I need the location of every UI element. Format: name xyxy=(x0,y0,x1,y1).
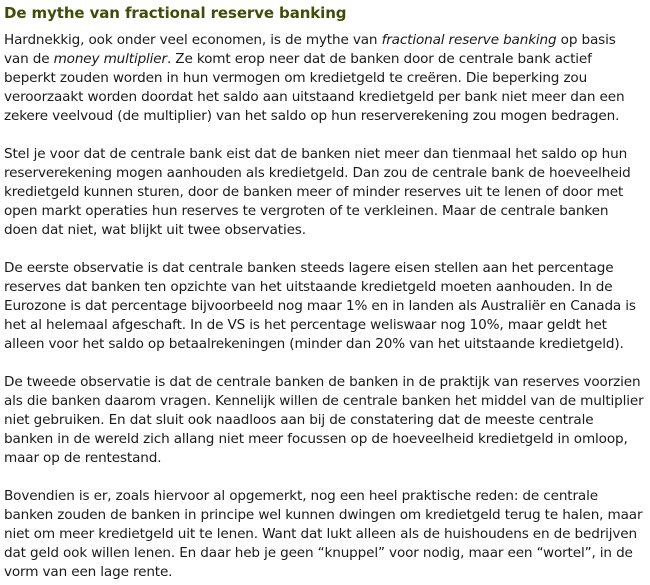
article-title: De mythe van fractional reserve banking xyxy=(4,4,347,22)
paragraph-3: De eerste observatie is dat centrale banken steeds lagere eisen stellen aan het percentage reserves dat banken ten opzichte van het uitstaande kredietgeld moeten aanhouden. In de Eurozone is dat percentage bijvoorbeeld nog maar 1% en in landen als Australiër en Canada is het al helemaal afgeschaft. In de VS is het percentage weliswaar nog 10%, maar geldt het alleen voor het saldo op betaalrekeningen (minder dan 20% van het uitstaande kredietgeld). xyxy=(4,260,636,352)
paragraph-2: Stel je voor dat de centrale bank eist dat de banken niet meer dan tienmaal het saldo op hun reserverekening mogen aanhouden als kredietgeld. Dan zou de centrale bank de hoeveelheid kredietgeld kunnen sturen, door de banken meer of minder reserves uit te lenen of door met open markt operaties hun reserves te vergroten of te verkleinen. Maar de centrale banken doen dat niet, wat blijkt uit twee observaties. xyxy=(4,146,631,238)
paragraph-1-text-e: . Ze komt erop neer dat de banken door de centrale bank actief beperkt zouden worden in hun vermogen om kredietgeld te creëren. Die beperking zou veroorzaakt worden doordat het saldo aan uitstaand kredietgeld per bank niet meer dan een zekere veelvoud (de multiplier) van het saldo op hun reserverekening zou mogen bedragen. xyxy=(4,51,625,124)
paragraph-5: Bovendien is er, zoals hiervoor al opgemerkt, nog een heel praktische reden: de centrale banken zouden de banken in principe wel kunnen dwingen om kredietgeld terug te halen, maar niet om meer kredietgeld uit te lenen. Want dat lukt alleen als de huishoudens en de bedrijven dat geld ook willen lenen. En daar heb je geen “knuppel” voor nodig, maar een “wortel”, in de vorm van een lage rente. xyxy=(4,488,643,580)
term-fractional-reserve-banking: fractional reserve banking xyxy=(381,32,557,48)
paragraph-1-text-c: op basis van de xyxy=(4,32,616,67)
paragraph-4: De tweede observatie is dat de centrale banken de banken in de praktijk van reserves voorzien als die banken daarom vragen. Kennelijk willen de centrale banken het middel van de multiplier niet gebruiken. En dat sluit ook naadloos aan bij de constatering dat de meeste centrale banken in de wereld zich allang niet meer focussen op de hoeveelheid kredietgeld in omloop, maar op de rentestand. xyxy=(4,374,644,466)
paragraph-1-text-a: Hardnekkig, ook onder veel economen, is de mythe van xyxy=(4,32,382,48)
paragraph-1 xyxy=(4,31,644,126)
term-money-multiplier: money multiplier xyxy=(53,51,167,67)
